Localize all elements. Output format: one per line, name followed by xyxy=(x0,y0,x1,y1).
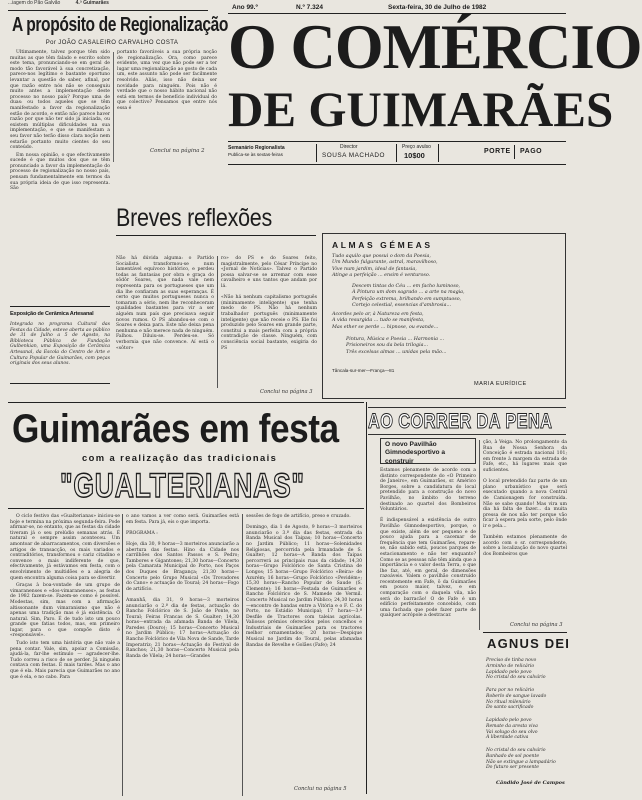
exposicao-title: Exposição de Cerâmica Artesanal xyxy=(10,311,94,317)
almas-s1-l2: Um Mundo fulgurante, astral, maravilhoso, xyxy=(332,260,438,266)
agnus-top-rule xyxy=(483,632,567,633)
almas-s2-l3: Perfeição extrema, brilhando em sumptuoso, xyxy=(352,296,462,302)
masthead-date: Sexta-feira, 30 de Julho de 1982 xyxy=(388,4,487,11)
festa-gualterianas-text: "GUALTERIANAS" xyxy=(60,467,305,505)
agnus-s3-l2: Remate da aresta viva xyxy=(486,723,538,729)
agnus-author: Cândido José de Campos xyxy=(496,780,565,786)
correr-banner xyxy=(368,407,566,435)
agnus-s2-l1: Para por no relicário xyxy=(486,688,535,693)
tagline-1: Semanário Regionalista xyxy=(228,145,285,151)
almas-place: Tâncala-sur-mer—França—81 xyxy=(332,368,395,373)
agnus-s1-l3: Lapidado pelo povo xyxy=(486,669,532,675)
masthead-title-2 xyxy=(228,81,614,137)
price-label: Preço avulso xyxy=(402,144,431,150)
col-divider xyxy=(113,52,114,162)
festa-col3: sessões de fogo de artifício, preso e cruzado. Domingo, dia 1 de Agosto, 9 horas—3 morteiros anunciarão o 3.º dia das festas, entrada da Banda Musical dos Taipas; 10 horas—Concerto no Jardim Público; 11 horas—Solenidades Religiosas, percorrida pela Irmandade de S. Gualter; 12 horas—A Banda dos Taipas percorrerá as principais ruas da cidade; 14,30 horas—Grupo Folclórico de Santa Cristina de Longos; 15 horas—Grupo Folclórico «Beira» de Azurém; 16 horas—Grupo Folclórico «Pevidém»; 15,30 horas—Rancho Popular de Saude (S. Clemente); 16 horas—Festada de Guimarães e Rancho Folclórico de S. Mamede de Vermil. Concerto Musical no Jardim Público; 24,30 horas—encontro de bandas entre a Vitória e o F. C. do Porto, no Estádio Municipal; 17 horas—3.º Desfile de Tractores com taleias agrícolas. Valiosos prémios oferecidos pelos concelhos e Industriais de Guimarães para os tractores melhor ornamentados; 20 horas—Despique Musical no Jardim do Toural, pelas afamadas Bandas de Revelhe e Golães (Fafe); 24 xyxy=(246,514,362,648)
agnus-s2-l3: No ritual milenário xyxy=(486,699,531,705)
agnus-s1-l4: No cristal do seu calvário xyxy=(486,675,546,681)
festa-continua: Conclui na página 5 xyxy=(294,786,347,792)
info-bottom-rule xyxy=(228,164,566,165)
top-rule xyxy=(8,10,208,11)
breves-title xyxy=(116,204,316,232)
festa-col1 xyxy=(10,514,120,796)
almas-stanza-1 xyxy=(332,254,558,280)
price-value: 10$00 xyxy=(404,151,425,160)
almas-s4-l2: Prisioneiros sou da bela trilogia... xyxy=(346,343,429,349)
festa-sub-rule xyxy=(8,508,364,509)
agnus-title: AGNUS DEI xyxy=(487,636,571,651)
almas-s1-l1: Tudo aquilo que possui o dom da Poesia, xyxy=(332,254,431,259)
exposicao-bottom-rule xyxy=(10,383,110,384)
festa-col2: o ano vamos a ver como será. Guimarães está em festa. Para já, eis o que importa. PROGRAMA : Hoje, dia 30, 9 horas—3 morteiros anunciarão a abertura das festas. Hino da Cidade nos carrilhões dos Santos Passos e S. Pedro; Tambores e Gigantones; 21,30 horas—Concerto pela Camarata Municipal do Porto, nos Paços dos Duques de Bragança; 21,30 horas—Concerto pelo Grupo Musical «Os Trovadores do Cano» e actuação do Toural; 24 horas—Fogo de artifício. Amanhã, dia 31, 9 horas—3 morteiros anunciarão o 2.º dia de festas, actuação do Rancho Folclórico de S. João de Ponte, no Toural; Feiras Francas de S. Gualter; 14,30 horas—entrada da afamada Banda de Vilela, Paredes (Douro); 15 horas—Concerto Musical no Jardim Público; 17 horas—Actuação do Rancho Folclórico de Vila Nova de Sande, Tarde Imperatriz; 21 horas—Actuação do Festival de Ranchos; 21,30 horas—Concerto Musical pela Banda de Vilela; 24 horas—Grandes xyxy=(126,514,239,659)
almas-s2-l4: Cortejo celestial, essencias d'ambrosia... xyxy=(352,303,452,309)
festa-title-text: Guimarães em festa xyxy=(12,407,339,451)
breves-continua: Conclui na página 3 xyxy=(260,389,313,395)
breves-col2: ro» do PS e do Soares feito, magistralmente, pelo César Príncipe no «Jornal de Notícias». Talvez o Partido possa salvar-se se arremar com esse cavalheiro e uns tantos que andam por lá. «Não há nenhum capitalismo português (minimamente inteligente) que tenha medo do PS. Não há nenhum trabalhador português (minimamente inteligente) que não receie o PS. Ele foi produzido pelo Soares em grande parte, constitui a mais perfeita com a própria contradição de classe. Ninguém, com consciência social bastante, exigiria do PS xyxy=(221,256,317,351)
agnus-s4-l3: Não se extingue a lampadário xyxy=(486,759,556,765)
agnus-stanza-3 xyxy=(486,718,568,741)
festa-subtitle: com a realização das tradicionais xyxy=(82,452,278,463)
agnus-s1-l2: Arminho de relicário xyxy=(486,663,535,669)
festa-title xyxy=(12,408,364,450)
director-name: SOUSA MACHADO xyxy=(322,152,385,159)
festa-col1-p2: Graças à boa-vontade de um grupo de vimaranenses e «dos-vimaranenses», as festas de 1982 fazem-se. Fazem-se como é possível. Modestas, sim, mas com a afirmação altissonante dum vimaranismo que não é apenas uma tradição mas é já existência. O natural. Sim, Paro. É de tudo isto um pouco grande que fatias todos, mas, em primeiro lugar, para o que compõe disto é «responsável». xyxy=(10,583,120,639)
info-divider-3 xyxy=(438,144,439,162)
correr-col1: Estamos plenamente de acordo com a distinto correspondente do «O Primeiro de Janeiro», em Guimarães, sr. Américo Borges, sobre a candidatura do local pretendido para a construção do novo Pavilhão, no âmbito do terreno destinado ao quartel dos Bombeiros Voluntários. É indispensável a existência de outro Pavilhão Gimnodesportivo, porque, o que existe, além de ser pequeno e de pouco ajuda para a cacemar de frequência que tem Guimarães, repare-se, não sabido está, poucos parques de estacionamento e não ter enquanto? Como se as pessoas não têm ainda que a importância e o valor desta Terra, o que lhe faz, até, em geral, de dimensões razoáveis. Valem o pavilhão construído recentemente em Fafe, ô da Guimarães em pouco maior, talvez, e em comparação com o daquela vila, não será do barracão! O de Fafe é um edifício perfeitamente concebido, com uma fachada que pode fazer parte de qualquer acrópole a destracar. xyxy=(380,468,476,619)
info-divider-1 xyxy=(316,144,317,162)
porte-label: PORTE xyxy=(484,148,511,155)
regionalizacao-col2: portanto favoráveis a sua própria noção de regionalização. Ora, como parece evidente, uma vez que não pode ser a ter lugar uma regionalização ao gosto de cada um, este assunto não pode ser facilmente resolvido. Aliás, isso não deixa ser novidade para ninguém. Pois não é verdade que o nosso hábito nacional não está em termos de benefício individual do que colectivo? Pensamos que entre nós essa é xyxy=(117,50,217,111)
breves-col-divider xyxy=(217,256,218,388)
regionalizacao-continua: Conclui na página 2 xyxy=(150,148,205,154)
almas-s1-l4: Atinge a perfeição ... ensim é venturoso. xyxy=(332,273,431,279)
correr-headline: O novo Pavilhão Gimnodesportivo a construir xyxy=(385,441,446,465)
agnus-s4-l1: No cristal do seu calvário xyxy=(486,748,546,753)
regionalizacao-col1-p2: Em nossa opinião, o que efectivamente sucede é que muitos dos que se têm pronunciado a favor da implementação do processo de regionalização no nosso país, pensam fundamentalmente em termos da sua própria ideia de que isso representa. São xyxy=(10,152,110,192)
agnus-s2-l2: Roberlo de sangue lavado xyxy=(486,693,547,699)
agnus-s3-l1: Lapidado pelo povo xyxy=(486,718,532,723)
correr-headline-box xyxy=(380,438,476,464)
almas-s2-l1: Descem tintas do Céu ... em facho luminoso, xyxy=(352,284,461,289)
masthead-title-1 xyxy=(228,11,642,82)
agnus-stanza-4 xyxy=(486,748,568,771)
correr-continua: Conclui na página 3 xyxy=(510,622,563,628)
agnus-s2-l4: Do santo sacrificado xyxy=(486,705,534,711)
exposicao-top-rule xyxy=(10,306,110,307)
info-divider-2 xyxy=(396,144,397,162)
festa-col-divider-2 xyxy=(242,514,243,796)
agnus-s3-l4: À liberdade cativa xyxy=(486,735,529,741)
almas-stanza-2 xyxy=(352,284,558,310)
almas-s2-l2: À Pintura um dom sagrado ... a arte na magia, xyxy=(352,290,465,296)
almas-s1-l3: Vive num jardim, ideal de fantasia, xyxy=(332,266,417,272)
regionalizacao-title xyxy=(12,14,229,38)
top-strip-sub: 4.ª Guimarães xyxy=(75,0,109,6)
regionalizacao-col1-p1: Ultimamente, talvez porque têm sido muitas as que têm falado e escrito sobre este tema, pronunciando-se em geral de modo tão favorável à sua concretização, parece-nos legítimo e bastante oportuno levantar a questão de saber, afinal, por que razão entre nós não se conseguiu muito antes a implementação deste processo no nosso país? Porque uma de duas: ou todos aqueles que se têm manifestado a favor da regionalização estão de acordo, e então não parece haver razão por que não ter sido já iniciada, ou existem múltiplas dificuldades na sua implementação, e que se manifestam a seu favor não terão disso clara noção nem estarão portanto muito cientes do seu conteúdo. xyxy=(10,50,110,151)
masthead-numero: N.º 7.324 xyxy=(296,4,323,11)
masthead-bottom-rule xyxy=(228,141,566,142)
regionalizacao-title-text: A propósito de Regionalização xyxy=(12,14,229,36)
regionalizacao-byline: Por JOÃO CASALEIRO CARVALHO COSTA xyxy=(45,40,179,46)
porte-box xyxy=(514,145,515,159)
agnus-s4-l2: Banhado de sol poente xyxy=(486,753,540,759)
almas-s4-l3: Três excelsas almas ... unidas pela mão... xyxy=(346,349,447,355)
regionalizacao-col1 xyxy=(10,50,110,304)
festa-col1-p3: Tudo isto tem uma história que não vale a pena contar. Vale, sim, apoiar a Comissão, ajudá-la, far-lhe estímulo — agradecer-lhe. Tudo correu a risco de se perder. Já ninguém contava com festas. É mais tardes. Mas o ano que é ela. Mais parecia que Guimarães no ano que é ela, e no cabo. Para xyxy=(10,641,120,680)
director-label: Director xyxy=(340,144,358,150)
breves-title-text: Breves reflexões xyxy=(116,204,273,232)
festa-right-rule xyxy=(366,402,367,794)
agnus-s1-l1: Preciso de tinha novo xyxy=(486,658,537,663)
festa-col1-p1: O ciclo festivo das «Gualterianas» iniciou-se hoje e termina na próxima segunda-feira. Pode afirmar-se, no entanto, que as festas da cidade tiveram já o seu prelúdio semanas atrás. É natural e sempre assim aconteceu. Um amontoar de abarracamentos, com diversões e artigos de transacção, os mais variados e contraditórios, transformou o cariz citadino e convence o mais indiferente de que, efectivamente, já estávamos em festa, com o envolvimento de multidões e a alegria de quem encontra alguma coisa para se divertir. xyxy=(10,514,120,581)
masthead-ano: Ano 99.º xyxy=(232,4,258,11)
almas-s3-l2: A vida resurgida ... tudo se manifesta, xyxy=(332,318,425,324)
agnus-s3-l3: Vai solugo do seu olvo xyxy=(486,729,538,735)
correr-col2: ção, à Veiga. No prolongamento da Rua de Nossa Senhora da Conceição é estrada nacional 101; em frente à margem da estrada de Fafe, etc., há lugares mais que suficientes. O local pretendido faz parte de um plano urbanístico que será executado quando a nova Central de Camionagem for construída. Não se sabe quando! Mas vira um dia há falta de fazer... da muita pressa de nos não ter porque vão ficar à espera pela sorte, pelo ônde ir e pela... Também estamos plenamente de acordo com o sr. correspondente, sobre a localização do novo quartel dos Bombeiros que xyxy=(483,440,567,557)
breves-rule xyxy=(116,235,316,236)
agnus-stanza-2 xyxy=(486,688,568,711)
festa-top-rule xyxy=(8,402,364,403)
festa-col-divider-1 xyxy=(122,514,123,796)
festa-gualterianas xyxy=(60,466,360,506)
almas-s3-l3: Mas ether se perde ... hipnose, ou evande... xyxy=(332,324,439,330)
almas-stanza-3 xyxy=(332,312,558,331)
almas-author: MARIA EURÍDICE xyxy=(474,381,527,387)
tagline-2: Publica-se às sextas-feiras xyxy=(228,152,283,157)
exposicao-body: Integrada no programa Cultural das Festas da Cidade, esteve aberta ao público de 31 de Julho a 5 de Agosto, na Biblioteca Pública de Fundação Gulbenkian, uma Exposição de Cerâmica Artesanal, da Escola do Centro de Arte e Cultura Popular de Guimarães, com peças originais dos seus alunos. xyxy=(10,322,110,367)
masthead-title-1-text: O COMÉRCIO xyxy=(228,11,642,82)
pago-label: PAGO xyxy=(520,148,543,155)
almas-stanza-4 xyxy=(346,337,558,356)
almas-s4-l1: Pintura, Música e Poesia ... Harmonia ... xyxy=(346,337,445,342)
agnus-stanza-1 xyxy=(486,658,568,681)
breves-col1: Não há dúvida alguma: o Partido Socialista transformou-se num lamentável equívoco histórico, e perdeu todas as fantasias por obra e graça do sôdôr Soares, que nada vale nem representa para os portugueses que um dia lhe confiaram as suas esperanças. É certo que muitos portugueses nunca o tomaram a sério, nem lhe reconheceram qualidades bastantes para vir a ser alguém num país que precisava seguir novos rumos. O PS abandou-se com o Soares e deixa para. Este não deixa pena nenhuma e não merece nada de ninguém. Falhou. Diluiu-se. Perdeu-se. Só verbornia que não convence. Aí está o «sôtor» xyxy=(116,256,214,351)
masthead-title-2-text: DE GUIMARÃES xyxy=(228,81,614,137)
almas-s3-l1: Acordes pelo ar, à Natureza em festa, xyxy=(332,312,424,317)
correr-title: AO CORRER DA PENA xyxy=(368,410,553,433)
almas-title: ALMAS GÉMEAS xyxy=(332,240,433,250)
correr-col-divider xyxy=(479,440,480,630)
agnus-s4-l4: Do futuro ser presente xyxy=(486,765,539,771)
top-strip-left: ...iagem do Pão Galvão xyxy=(8,0,61,6)
